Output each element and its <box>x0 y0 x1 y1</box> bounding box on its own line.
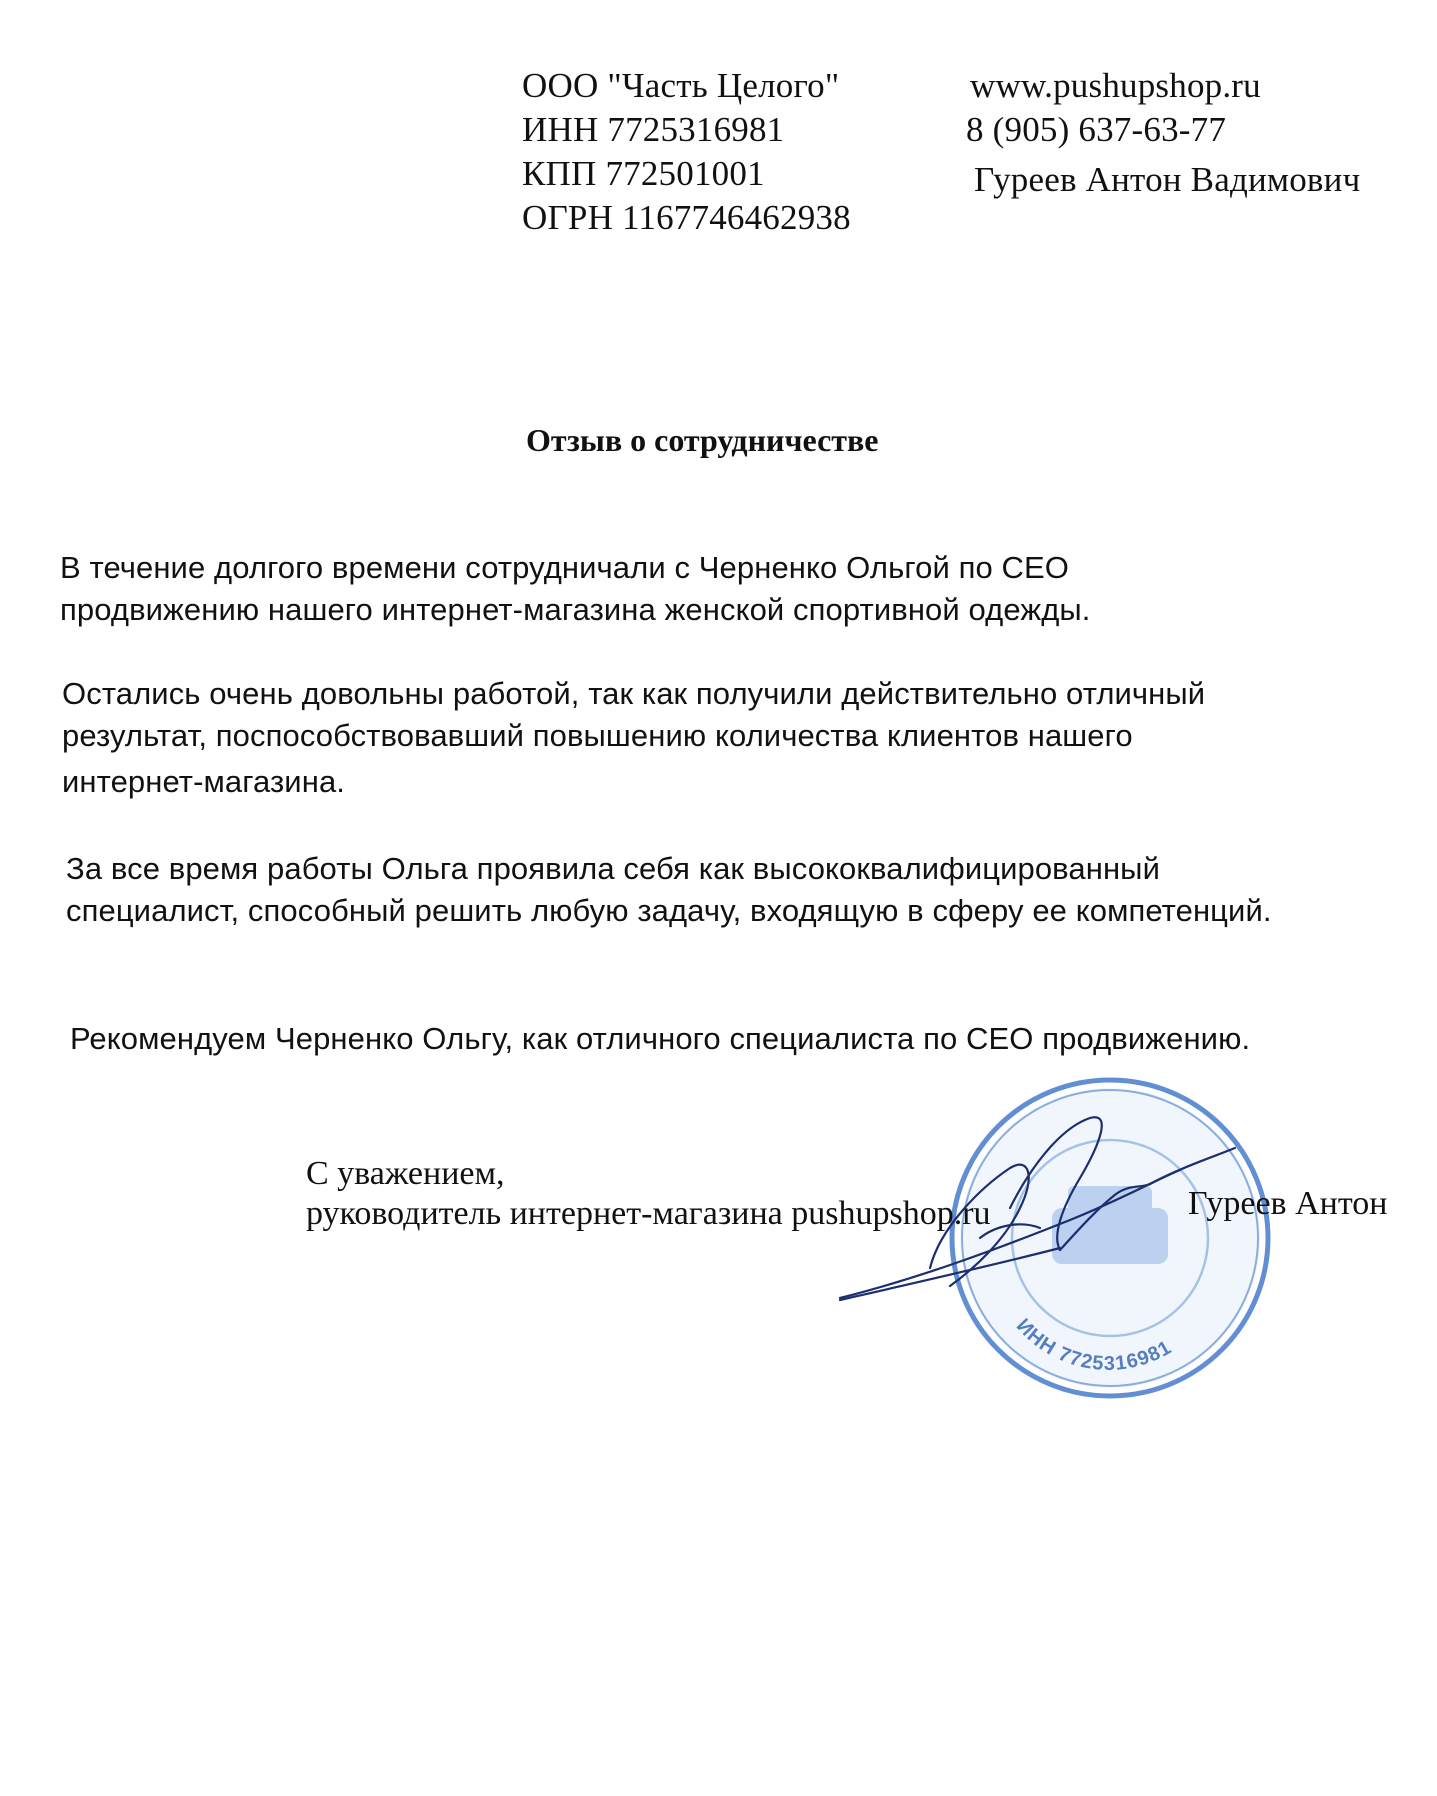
handwritten-signature <box>830 1108 1250 1358</box>
paragraph-3-line-2: специалист, способный решить любую задачу, входящую в сферу ее компетенций. <box>66 893 1272 928</box>
paragraph-1-line-2: продвижению нашего интернет-магазина женской спортивной одежды. <box>60 592 1091 627</box>
signer-name: Гуреев Антон <box>1188 1185 1388 1222</box>
recommendation-line: Рекомендуем Черненко Ольгу, как отличного специалиста по СЕО продвижению. <box>70 1021 1251 1056</box>
company-inn: ИНН 7725316981 <box>522 110 785 149</box>
seal-inn-text: ИНН 7725316981 <box>1011 1314 1176 1375</box>
paragraph-2-line-3: интернет-магазина. <box>62 764 345 799</box>
paragraph-1-line-1: В течение долгого времени сотрудничали с Черненко Ольгой по СЕО <box>60 550 1069 585</box>
paragraph-2-line-1: Остались очень довольны работой, так как получили действительно отличный <box>62 676 1206 711</box>
company-name: ООО "Часть Целого" <box>522 66 840 105</box>
contact-person: Гуреев Антон Вадимович <box>974 160 1361 199</box>
paragraph-3-line-1: За все время работы Ольга проявила себя как высококвалифицированный <box>66 851 1160 886</box>
closing-greeting: С уважением, <box>306 1155 505 1192</box>
letter-title: Отзыв о сотрудничестве <box>526 422 879 458</box>
company-kpp: КПП 772501001 <box>522 154 765 193</box>
company-phone: 8 (905) 637-63-77 <box>966 110 1227 149</box>
company-ogrn: ОГРН 1167746462938 <box>522 198 851 237</box>
paragraph-2-line-2: результат, поспособствовавший повышению количества клиентов нашего <box>62 718 1133 753</box>
closing-position: руководитель интернет-магазина pushupshop.ru <box>306 1195 991 1232</box>
company-website: www.pushupshop.ru <box>970 66 1261 105</box>
